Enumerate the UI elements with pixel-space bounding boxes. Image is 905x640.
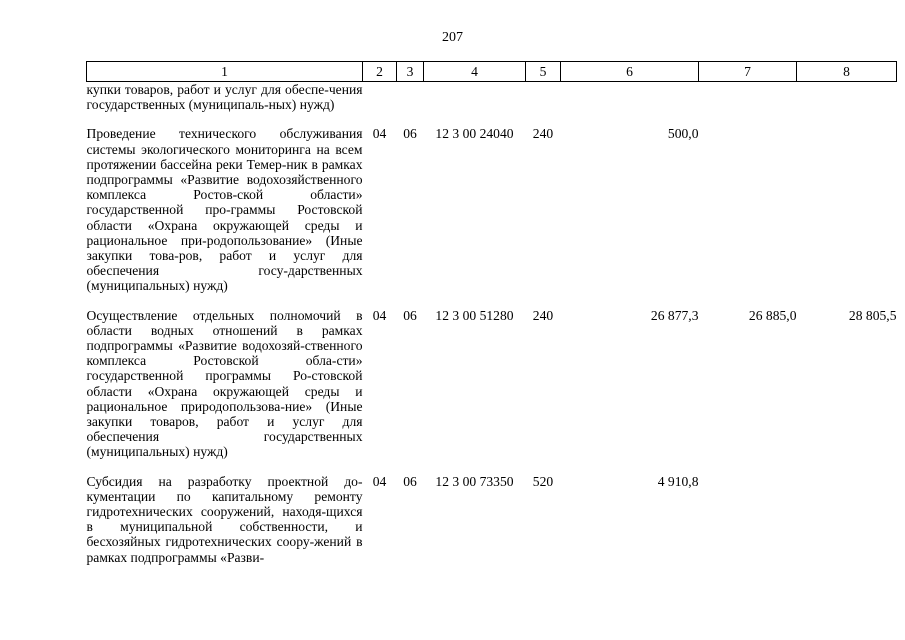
section-code: 04 [372, 307, 387, 323]
row-description: купки товаров, работ и услуг для обеспе-чения государственных (муниципаль-ных) нужд) [86, 82, 363, 113]
row-spacer [87, 112, 897, 126]
column-header: 3 [397, 62, 424, 82]
row-description: Осуществление отдельных полномочий в области водных отношений в рамках подпрограммы «Развитие водохозяй-ственного комплекса Ростовской обла-сти» государственной программы Ро-стовской области «Охрана окружающей среды и рациональное природопользова-ние» (Иные закупки товаров, работ и услуг для обеспечения государственных (муниципальных) нужд) [86, 307, 363, 460]
target-article-code: 12 3 00 73350 [435, 473, 514, 489]
table-header-row [87, 62, 897, 82]
subsection-code: 06 [403, 126, 417, 142]
section-code: 04 [372, 473, 387, 489]
amount-year-1: 4 910,8 [657, 473, 699, 489]
amount-year-1: 500,0 [667, 126, 699, 142]
amount-year-2: 26 885,0 [748, 307, 797, 323]
budget-table [86, 61, 897, 565]
section-code: 04 [372, 126, 387, 142]
amount-year-3 [797, 82, 897, 113]
column-header: 7 [699, 62, 797, 82]
column-header: 2 [363, 62, 397, 82]
row-spacer [87, 294, 897, 308]
column-header: 4 [424, 62, 526, 82]
subsection-code: 06 [403, 307, 417, 323]
row-description: Проведение технического обслуживания системы экологического мониторинга на всем протяжении бассейна реки Темер-ник в рамках подпрограммы «Развитие водохозяйственного комплекса Ростов-ской области» государственной про-граммы Ростовской области «Охрана окружающей среды и рациональное при-родопользование» (Иные закупки това-ров, работ и услуг для обеспечения госу-дарственных (муниципальных) нужд) [86, 126, 363, 294]
target-article-code [424, 82, 526, 113]
amount-year-2 [699, 82, 797, 113]
target-article-code: 12 3 00 51280 [435, 307, 514, 323]
column-header: 6 [561, 62, 699, 82]
row-spacer [87, 460, 897, 474]
table-row [87, 308, 897, 460]
amount-year-1: 26 877,3 [650, 307, 699, 323]
column-header: 5 [526, 62, 561, 82]
expense-type-code: 240 [532, 307, 554, 323]
target-article-code: 12 3 00 24040 [435, 126, 514, 142]
amount-year-3 [797, 126, 897, 293]
expense-type-code: 520 [532, 473, 554, 489]
subsection-code [397, 82, 424, 113]
page-number: 207 [442, 30, 463, 45]
expense-type-code: 240 [532, 126, 554, 142]
row-description: Субсидия на разработку проектной до-кументации по капитальному ремонту гидротехнических сооружений, находя-щихся в муниципальной собственности, и бесхозяйных гидротехнических соору-жений в рамках подпрограммы «Разви- [86, 473, 363, 565]
subsection-code: 06 [403, 473, 417, 489]
section-code [363, 82, 397, 113]
amount-year-1 [561, 82, 699, 113]
amount-year-2 [699, 474, 797, 565]
amount-year-2 [699, 126, 797, 293]
amount-year-3 [797, 474, 897, 565]
expense-type-code [526, 82, 561, 113]
table-row [87, 82, 897, 113]
column-header: 1 [87, 62, 363, 82]
table-row [87, 474, 897, 565]
column-header: 8 [797, 62, 897, 82]
amount-year-3: 28 805,5 [848, 307, 897, 323]
table-row [87, 126, 897, 293]
